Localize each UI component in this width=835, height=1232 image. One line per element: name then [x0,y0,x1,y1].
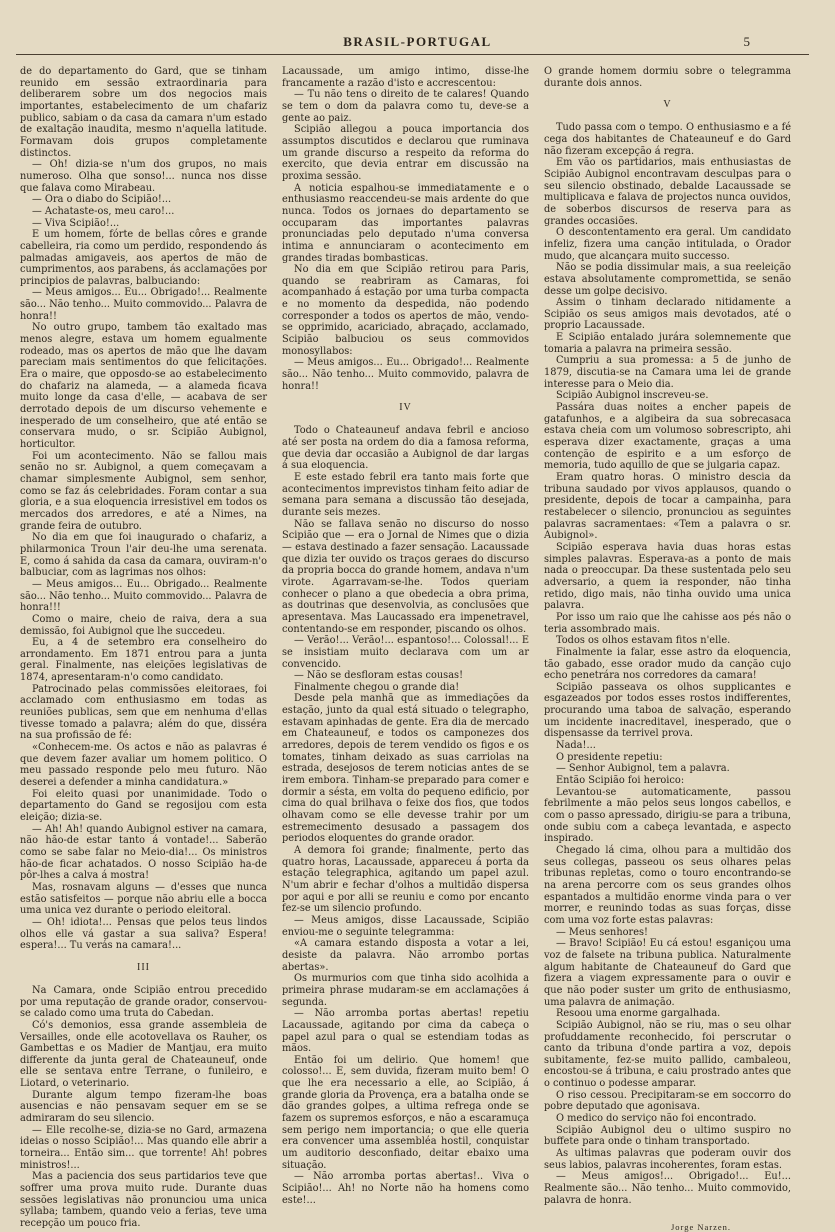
paragraph: Na Camara, onde Scipião entrou precedido por uma reputação de grande orador, conservou-se calado como uma truta do Cabedan. [20,984,267,1020]
paragraph: — Não se desfloram estas cousas! [294,670,464,682]
paragraph: Finalmente chegou o grande dia! [294,681,460,693]
section-heading: V [663,99,672,111]
paragraph: — Meus amigos... Eu... Obrigado!... Realmente são... Não tenho... Muito commovido... Palavra de honra!! [20,287,267,322]
paragraph: Lacaussade, um amigo intimo, disse-lhe francamente a razão d'isto e accrescentou: [282,66,529,89]
paragraph: E Scipião entalado jurára solemnemente que tomaria a palavra na primeira sessão. [544,332,791,355]
paragraph: Eu, a 4 de setembro era conselheiro do arrondamento. Em 1871 entrou para a junta geral. Finalmente, nas eleições legislativas de 1874, apresentaram-n'o como candidato. [20,637,267,684]
paragraph: Finalmente ia falar, esse astro da eloquencia, tão gabado, esse orador mudo da canção cujo echo penetrára nos corredores da camara! [544,646,791,682]
paragraph: Cumpriu a sua promessa: a 5 de junho de 1879, discutia-se na Camara uma lei de grande interesse para o Meio dia. [544,355,791,390]
paragraph: Scipião allegou a pouca importancia dos assumptos discutidos e declarou que ruminava um grande discurso a respeito da reforma do exercito, que devia entrar em discussão na proxima sessão. [282,124,529,182]
paragraph: Em vão os partidarios, mais enthusiastas de Scipião Aubignol encontravam desculpas para o seu silencio obstinado, debalde Lacaussade se multiplicava e falava de projectos nunca ouvidos, de soberbos discursos de reserva para as grandes occasiões. [544,157,791,227]
paragraph: Desde pela manhã que as immediações da estação, junto da qual está situado o telegrapho, estavam apinhadas de gente. Era dia de mercado em Chateauneuf, e todos os camponezes dos arredores, depois de terem vendido os figos e os tomates, tinham deixado as suas carriolas na estrada, desejosos de terem noticias antes de se irem embora. Tinham-se preparado para comer e dormir a sésta, em volta do pequeno edificio, por cima do qual brilhava o feixe dos fios, que todos olhavam como se elle devesse trahir por um estremecimento desusado a passagem dos periodos eloquentes do grande orador. [282,693,529,845]
paragraph: Foi eleito quasi por unanimidade. Todo o departamento do Gand se regosijou com esta eleição; dizia-se. [20,788,267,823]
paragraph: Todo o Chateauneuf andava febril e ancioso até ser posta na ordem do dia a famosa reforma, que devia dar occasião a Aubignol de dar largas á sua eloquencia. [282,425,529,472]
paragraph: Scipião passeava os olhos supplicantes e esgazeados por todos esses rostos indifferentes, procurando uma taboa de salvação, esperando um incidente inacreditavel, inesperado, que o dispensasse da terrivel prova. [544,681,791,740]
paragraph: No outro grupo, tambem tão exaltado mas menos alegre, estava um homem egualmente rodeado, mas os apertos de mão que lhe davam pareciam mais sentimentos do que felicitações. Era o maire, que opposdo-se ao estabelecimento do chafariz na alameda, — a alameda ficava muito longe da casa d'elle, — acabava de ser derrotado depois de um discurso vehemente e inesperado de um conselheiro, que até então se conservara mudo, o sr. Scipião Aubignol, horticultor. [20,322,267,450]
paragraph: Passára duas noites a encher papeis de gatafunhos, e a algibeira da sua sobrecasaca estava cheia com um volumoso sobrescripto, ahi esperava dizer exactamente, graças a uma contenção de espirito e a um esforço de memoria, tudo aquillo de que se julgaria capaz. [544,402,791,472]
paragraph: — Oh! idiota!... Pensas que pelos teus lindos olhos elle vá gastar a sua saliva? Espera! espera!... Tu verás na camara!... [20,916,267,952]
paragraph: — Senhor Aubignol, tem a palavra. [556,763,730,775]
paragraph: Scipião Aubignol inscreveu-se. [556,390,709,402]
page-number: 5 [743,34,750,49]
paragraph: Assim o tinham declarado nitidamente a Scipião os seus amigos mais devotados, até o proprio Lacaussade. [544,297,791,332]
paragraph: O riso cessou. Precipitaram-se em soccorro do pobre deputado que agonisava. [544,1089,791,1113]
paragraph: E este estado febril era tanto mais forte que acontecimentos imprevistos tinham feito adiar de semana para semana a discussão tão desejada, durante seis mezes. [282,472,529,518]
paragraph: «Conhecem-me. Os actos e não as palavras é que devem fazer avaliar um homem politico. O meu passado responde pelo meu futuro. Não deserei a defender a minha candidatura.» [20,742,267,789]
paragraph: Scipião Aubignol, não se riu, mas o seu olhar profuddamente reconhecido, foi perscrutar o canto da tribuna d'onde partira a voz, depois subitamente, fez-se muito pallido, cambaleou, encostou-se á tribuna, e caiu prostrado antes que o continuo o podesse amparar. [544,1019,791,1090]
paragraph: Scipião Aubignol deu o ultimo suspiro no buffete para onde o tinham transportado. [544,1124,791,1148]
author-signature: Jorge Narzen. [670,1222,731,1232]
paragraph: O presidente repetiu: [556,751,663,763]
paragraph: Resoou uma enorme gargalhada. [556,1008,721,1020]
paragraph: «A camara estando disposta a votar a lei, desiste da palavra. Não arrombo portas abertas». [282,938,529,973]
paragraph: — Oh! dizia-se n'um dos grupos, no mais numeroso. Olha que sonso!... nunca nos disse que falava como Mirabeau. [20,159,267,194]
paragraph: Eram quatro horas. O ministro descia da tribuna saudado por vivos applausos, quando o presidente, depois de tocar a campainha, para restabelecer o silencio, pronunciou as seguintes palavras sacramentaes: «Tem a palavra o sr. Aubignol». [544,472,791,542]
paragraph: — Elle recolhe-se, dizia-se no Gard, armazena ideias o nosso Scipião!... Mas quando elle abrir a torneira... Então sim... que torrente! Ah! pobres ministros!... [20,1124,267,1171]
running-title: BRASIL-PORTUGAL [343,34,492,49]
paragraph: — Meus senhores! [556,926,648,938]
paragraph: Tudo passa com o tempo. O enthusiasmo e a fé cega dos habitantes de Chateauneuf e do Gard não fizeram excepção á regra. [544,122,791,157]
paragraph: Mas, rosnavam alguns — d'esses que nunca estão satisfeitos — porque não abriu elle a bocca uma unica vez durante o periodo eleitoral. [20,881,267,917]
paragraph: — Ah! Ah! quando Aubignol estiver na camara, não hão-de estar tanto á vontade!... Saberão como se sabe falar no Meio-dia!... Os ministros hão-de ficar achatados. O nosso Scipião ha-de pôr-lhes a calva á mostra! [20,823,267,882]
column-2 [282,66,529,1206]
paragraph: — Meus amigos... Eu... Obrigado... Realmente são... Não tenho... Muito commovido... Palavra de honra!!! [20,578,267,614]
paragraph: — Meus amigos, disse Lacaussade, Scipião enviou-me o seguinte telegramma: [282,914,529,938]
paragraph: Como o maire, cheio de raiva, dera a sua demissão, foi Aubignol que lhe succedeu. [20,613,267,637]
paragraph: A demora foi grande; finalmente, perto das quatro horas, Lacaussade, appareceu á porta da estação telegraphica, agitando um papel azul. N'um abrir e fechar d'olhos a multidão dispersa por aqui e por alli se reuniu e como por encanto fez-se um silencio profundo. [282,845,529,915]
paragraph: O grande homem dormiu sobre o telegramma durante dois annos. [544,66,791,89]
paragraph: No dia em que foi inaugurado o chafariz, a philarmonica Troun l'air deu-lhe uma serenata. E, como á sahida da casa da camara, ouviram-n'o balbuciar, com as lagrimas nos olhos: [20,532,267,579]
paragraph: — Tu não tens o direito de te calares! Quando se tem o dom da palavra como tu, deve-se a gente ao paiz. [282,89,529,124]
section-heading: III [137,961,150,973]
paragraph: Mas a paciencia dos seus partidarios teve que soffrer uma prova muito rude. Durante duas sessões legislativas não pronunciou uma unica syllaba; tambem, quando veio a ferias, teve uma recepção um pouco fria. [20,1171,267,1229]
paragraph: — Ora o diabo do Scipião!... [32,194,172,206]
paragraph: — Viva Scipião!... [32,217,120,229]
paragraph: Patrocinado pelas commissões eleitoraes, foi acclamado com enthusiasmo em todas as reuniões publicas, sem que em nenhuma d'ellas tivesse tomado a palavra; além do que, disséra na sua profissão de fé: [20,683,267,742]
paragraph: Não se podia dissimular mais, a sua reeleição estava absolutamente compromettida, se senão desse um golpe decisivo. [544,262,791,297]
paragraph: de do departamento do Gard, que se tinham reunido em sessão extraordinaria para deliberarem sobre um dos negocios mais importantes, estabelecimento de um chafariz publico, sabiam o da casa da camara n'um estado de exaltação inaudita, mesmo n'aquella latitude. Formavam dois grupos completamente distinctos. [20,66,267,159]
paragraph: No dia em que Scipião retirou para Paris, quando se reabriram as Camaras, foi acompanhado á estação por uma turba compacta e no momento da despedida, não podendo corresponder a todos os apertos de mão, vendo-se opprimido, acariciado, abraçado, acclamado, Scipião balbuciou os seus commovidos monosyllabos: [282,264,529,357]
paragraph: — Não arromba portas abertas! repetiu Lacaussade, agitando por cima da cabeça o papel azul para o qual se estendiam todas as mãos. [282,1008,529,1055]
paragraph: Chegado lá cima, olhou para a multidão dos seus collegas, passeou os seus olhares pelas tribunas repletas, como o touro encontrando-se na arena percorre com os seus grandes olhos espantados a multidão enorme vinda para o ver morrer, e reunindo todas as suas forças, disse com uma voz forte estas palavras: [544,845,791,926]
paragraph: Então foi um delirio. Que homem! que colosso!... E, sem duvida, fizeram muito bem! O que lhe era necessario a elle, ao Scipião, á grande gloria da Provença, era a batalha onde se dão grandes golpes, a ultima refrega onde se fazem os supremos esforços, e não a escaramuça sem perigo nem importancia; o que elle queria era convencer uma assembléa hostil, conquistar um auditorio desconfiado, deitar ebaixo uma situação. [282,1054,529,1171]
section-heading: IV [399,402,412,414]
paragraph: Então Scipião foi heroico: [556,775,685,787]
paragraph: Có's demonios, essa grande assembleia de Versailles, onde elle acotovellava os Rauher, os Gambettas e os Madier de Mantjau, era muito differente da junta geral de Chateauneuf, onde elle se sentava entre Terrane, o funileiro, e Liotard, o veterinario. [20,1019,267,1090]
paragraph: Durante algum tempo fizeram-lhe boas ausencias e não pensavam sequer em se se admiraram do seu silencio. [20,1089,267,1125]
paragraph: Nada!... [556,740,596,752]
paragraph: Os murmurios com que tinha sido acolhida a primeira phrase mudaram-se em acclamações á segunda. [282,973,529,1008]
paragraph: — Bravo! Scipião! Eu cá estou! esganiçou uma voz de falsete na tribuna publica. Naturalmente algum habitante de Chateauneuf do Gard que fizera a viagem expressamente para o ouvir e que não poder suster um grito de enthusiasmo, uma palavra de animação. [544,938,791,1008]
column-1 [20,66,267,1229]
paragraph: A noticia espalhou-se immediatamente e o enthusiasmo reaccendeu-se mais ardente do que nunca. Todos os jornaes do departamento se occuparam das importantes palavras pronunciadas pelo deputado n'uma conversa intima e annunciaram o acontecimento em grandes tiradas bombasticas. [282,182,529,264]
paragraph: — Meus amigos... Eu... Obrigado!... Realmente são... Não tenho... Muito commovido, palavra de honra!! [282,357,529,392]
paragraph: Todos os olhos estavam fitos n'elle. [556,635,731,647]
column-3 [544,66,791,1232]
paragraph: As ultimas palavras que poderam ouvir dos seus labios, palavras incoherentes, foram estas. [544,1148,791,1171]
paragraph: O descontentamento era geral. Um candidato infeliz, fizera uma canção intitulada, o Orador mudo, que alcançara muito successo. [544,227,791,262]
paragraph: Levantou-se automaticamente, passou febrilmente a mão pelos seus longos cabellos, e com o passo apressado, dirigiu-se para a tribuna, onde subiu com a cabeça levantada, e aspecto inspirado. [544,786,791,845]
paragraph: Não se fallava senão no discurso do nosso Scipião que — era o Jornal de Nimes que o dizia — estava destinado a fazer sensação. Lacaussade que dizia ter ouvido os traços geraes do discurso da propria bocca do grande homem, andava n'um virote. Agarravam-se-lhe. Todos queriam conhecer o plano a que obedecia a obra prima, as doutrinas que desenvolvia, as conclusões que apresentava. Mas Laucassado era impenetravel, contentando-se em responder, piscando os olhos. [282,518,529,635]
paragraph: Foi um acontecimento. Não se fallou mais senão no sr. Aubignol, a quem começavam a chamar simplesmente Aubignol, sem senhor, como se faz ás celebridades. Foram contar a sua gloria, e a sua eloquencia irresistivel em todos os mercados dos arredores, e até a Nimes, na grande feira de outubro. [20,450,267,532]
paragraph: Por isso um raio que lhe cahisse aos pés não o teria assombrado mais. [544,611,791,635]
paragraph: — Achataste-os, meu caro!... [32,205,175,217]
paragraph: Scipião esperava havia duas horas estas simples palavras. Esperava-as a ponto de mais nada o preoccupar. Da these sustentada pelo seu adversario, a quem ia responder, não tinha retido, digo mais, não tinha ouvido uma unica palavra. [544,541,791,612]
header-rule [16,54,809,55]
paragraph: O medico do serviço não foi encontrado. [556,1113,757,1125]
article-columns [20,66,820,1232]
paragraph: — Meus amigos!... Obrigado!... Eu!... Realmente são... Não tenho... Muito commovido, palavra de honra. [544,1171,791,1206]
paragraph: — Verão!... Verão!... espantoso!... Colossal!... E se insistiam muito declarava com um ar convencido. [282,635,529,670]
page-header [0,34,835,52]
paragraph: E um homem, fórte de bellas côres e grande cabelleira, ria como um perdido, respondendo ás palmadas amigaveis, aos apertos de mão de cumprimentos, aos parabens, ás acclamações por principios de palavras, balbuciando: [20,229,267,287]
paragraph: — Não arromba portas abertas!.. Viva o Scipião!... Ah! no Norte não ha homens como este!... [282,1171,529,1206]
